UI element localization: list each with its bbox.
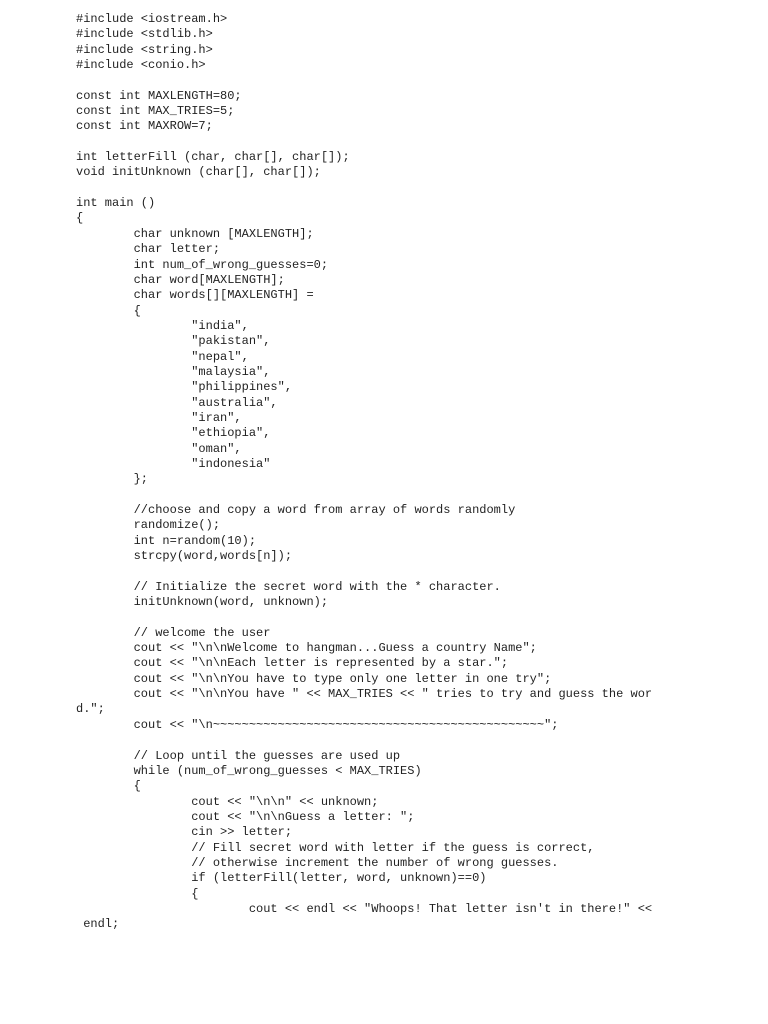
code-line: cin >> letter; (76, 825, 293, 840)
code-line: cout << "\n\n" << unknown; (76, 794, 379, 809)
code-line: char unknown [MAXLENGTH]; (76, 226, 314, 241)
code-line: const int MAXLENGTH=80; (76, 88, 242, 103)
code-line: "australia", (76, 395, 278, 410)
code-line: "philippines", (76, 380, 293, 395)
code-line (76, 181, 652, 196)
code-line (76, 733, 652, 748)
code-line: char word[MAXLENGTH]; (76, 272, 285, 287)
code-line (76, 488, 652, 503)
code-line: cout << endl << "Whoops! That letter isn't in there!" << (76, 901, 653, 916)
code-line: #include <stdlib.h> (76, 27, 213, 42)
code-line: "ethiopia", (76, 426, 271, 441)
code-line: { (76, 303, 141, 318)
code-line: cout << "\n\nWelcome to hangman...Guess a country Name"; (76, 641, 537, 656)
code-line: int num_of_wrong_guesses=0; (76, 257, 329, 272)
code-line: "malaysia", (76, 364, 271, 379)
code-line: int n=random(10); (76, 533, 257, 548)
code-line: // welcome the user (76, 625, 271, 640)
code-line: { (76, 211, 84, 226)
code-line: "oman", (76, 441, 242, 456)
code-line: strcpy(word,words[n]); (76, 549, 293, 564)
code-line: cout << "\n\nYou have " << MAX_TRIES << " tries to try and guess the wor (76, 687, 653, 702)
code-line: { (76, 886, 199, 901)
code-line: "india", (76, 318, 249, 333)
code-line: "indonesia" (76, 456, 271, 471)
code-line: "nepal", (76, 349, 249, 364)
code-line: cout << "\n~~~~~~~~~~~~~~~~~~~~~~~~~~~~~~~~~~~~~~~~~~~~~~"; (76, 717, 559, 732)
code-line: cout << "\n\nGuess a letter: "; (76, 809, 415, 824)
code-line: randomize(); (76, 518, 221, 533)
code-line: { (76, 779, 141, 794)
code-line: }; (76, 472, 149, 487)
code-line: "iran", (76, 410, 242, 425)
code-line: char letter; (76, 242, 221, 257)
code-line: initUnknown(word, unknown); (76, 595, 329, 610)
code-line: const int MAX_TRIES=5; (76, 104, 235, 119)
code-line: while (num_of_wrong_guesses < MAX_TRIES) (76, 763, 422, 778)
code-line: int letterFill (char, char[], char[]); (76, 150, 350, 165)
code-line: #include <string.h> (76, 42, 213, 57)
code-line: //choose and copy a word from array of words randomly (76, 503, 516, 517)
code-line: endl; (76, 917, 120, 932)
code-line: // Loop until the guesses are used up (76, 748, 401, 763)
code-line (76, 610, 652, 625)
code-line: const int MAXROW=7; (76, 119, 213, 134)
source-code-listing (76, 12, 652, 933)
code-line: #include <iostream.h> (76, 12, 228, 26)
code-line: cout << "\n\nEach letter is represented by a star."; (76, 656, 509, 671)
code-line: char words[][MAXLENGTH] = (76, 288, 314, 303)
code-line: // otherwise increment the number of wrong guesses. (76, 855, 559, 870)
code-line: int main () (76, 196, 156, 211)
code-line: "pakistan", (76, 334, 271, 349)
code-line (76, 564, 652, 579)
code-line: // Fill secret word with letter if the guess is correct, (76, 840, 595, 855)
code-line: #include <conio.h> (76, 58, 206, 73)
code-line (76, 135, 652, 150)
code-line: d."; (76, 702, 105, 717)
code-line: // Initialize the secret word with the * character. (76, 579, 501, 594)
code-line: cout << "\n\nYou have to type only one letter in one try"; (76, 671, 552, 686)
code-line: if (letterFill(letter, word, unknown)==0) (76, 871, 487, 886)
code-line (76, 73, 652, 88)
code-line: void initUnknown (char[], char[]); (76, 165, 321, 180)
